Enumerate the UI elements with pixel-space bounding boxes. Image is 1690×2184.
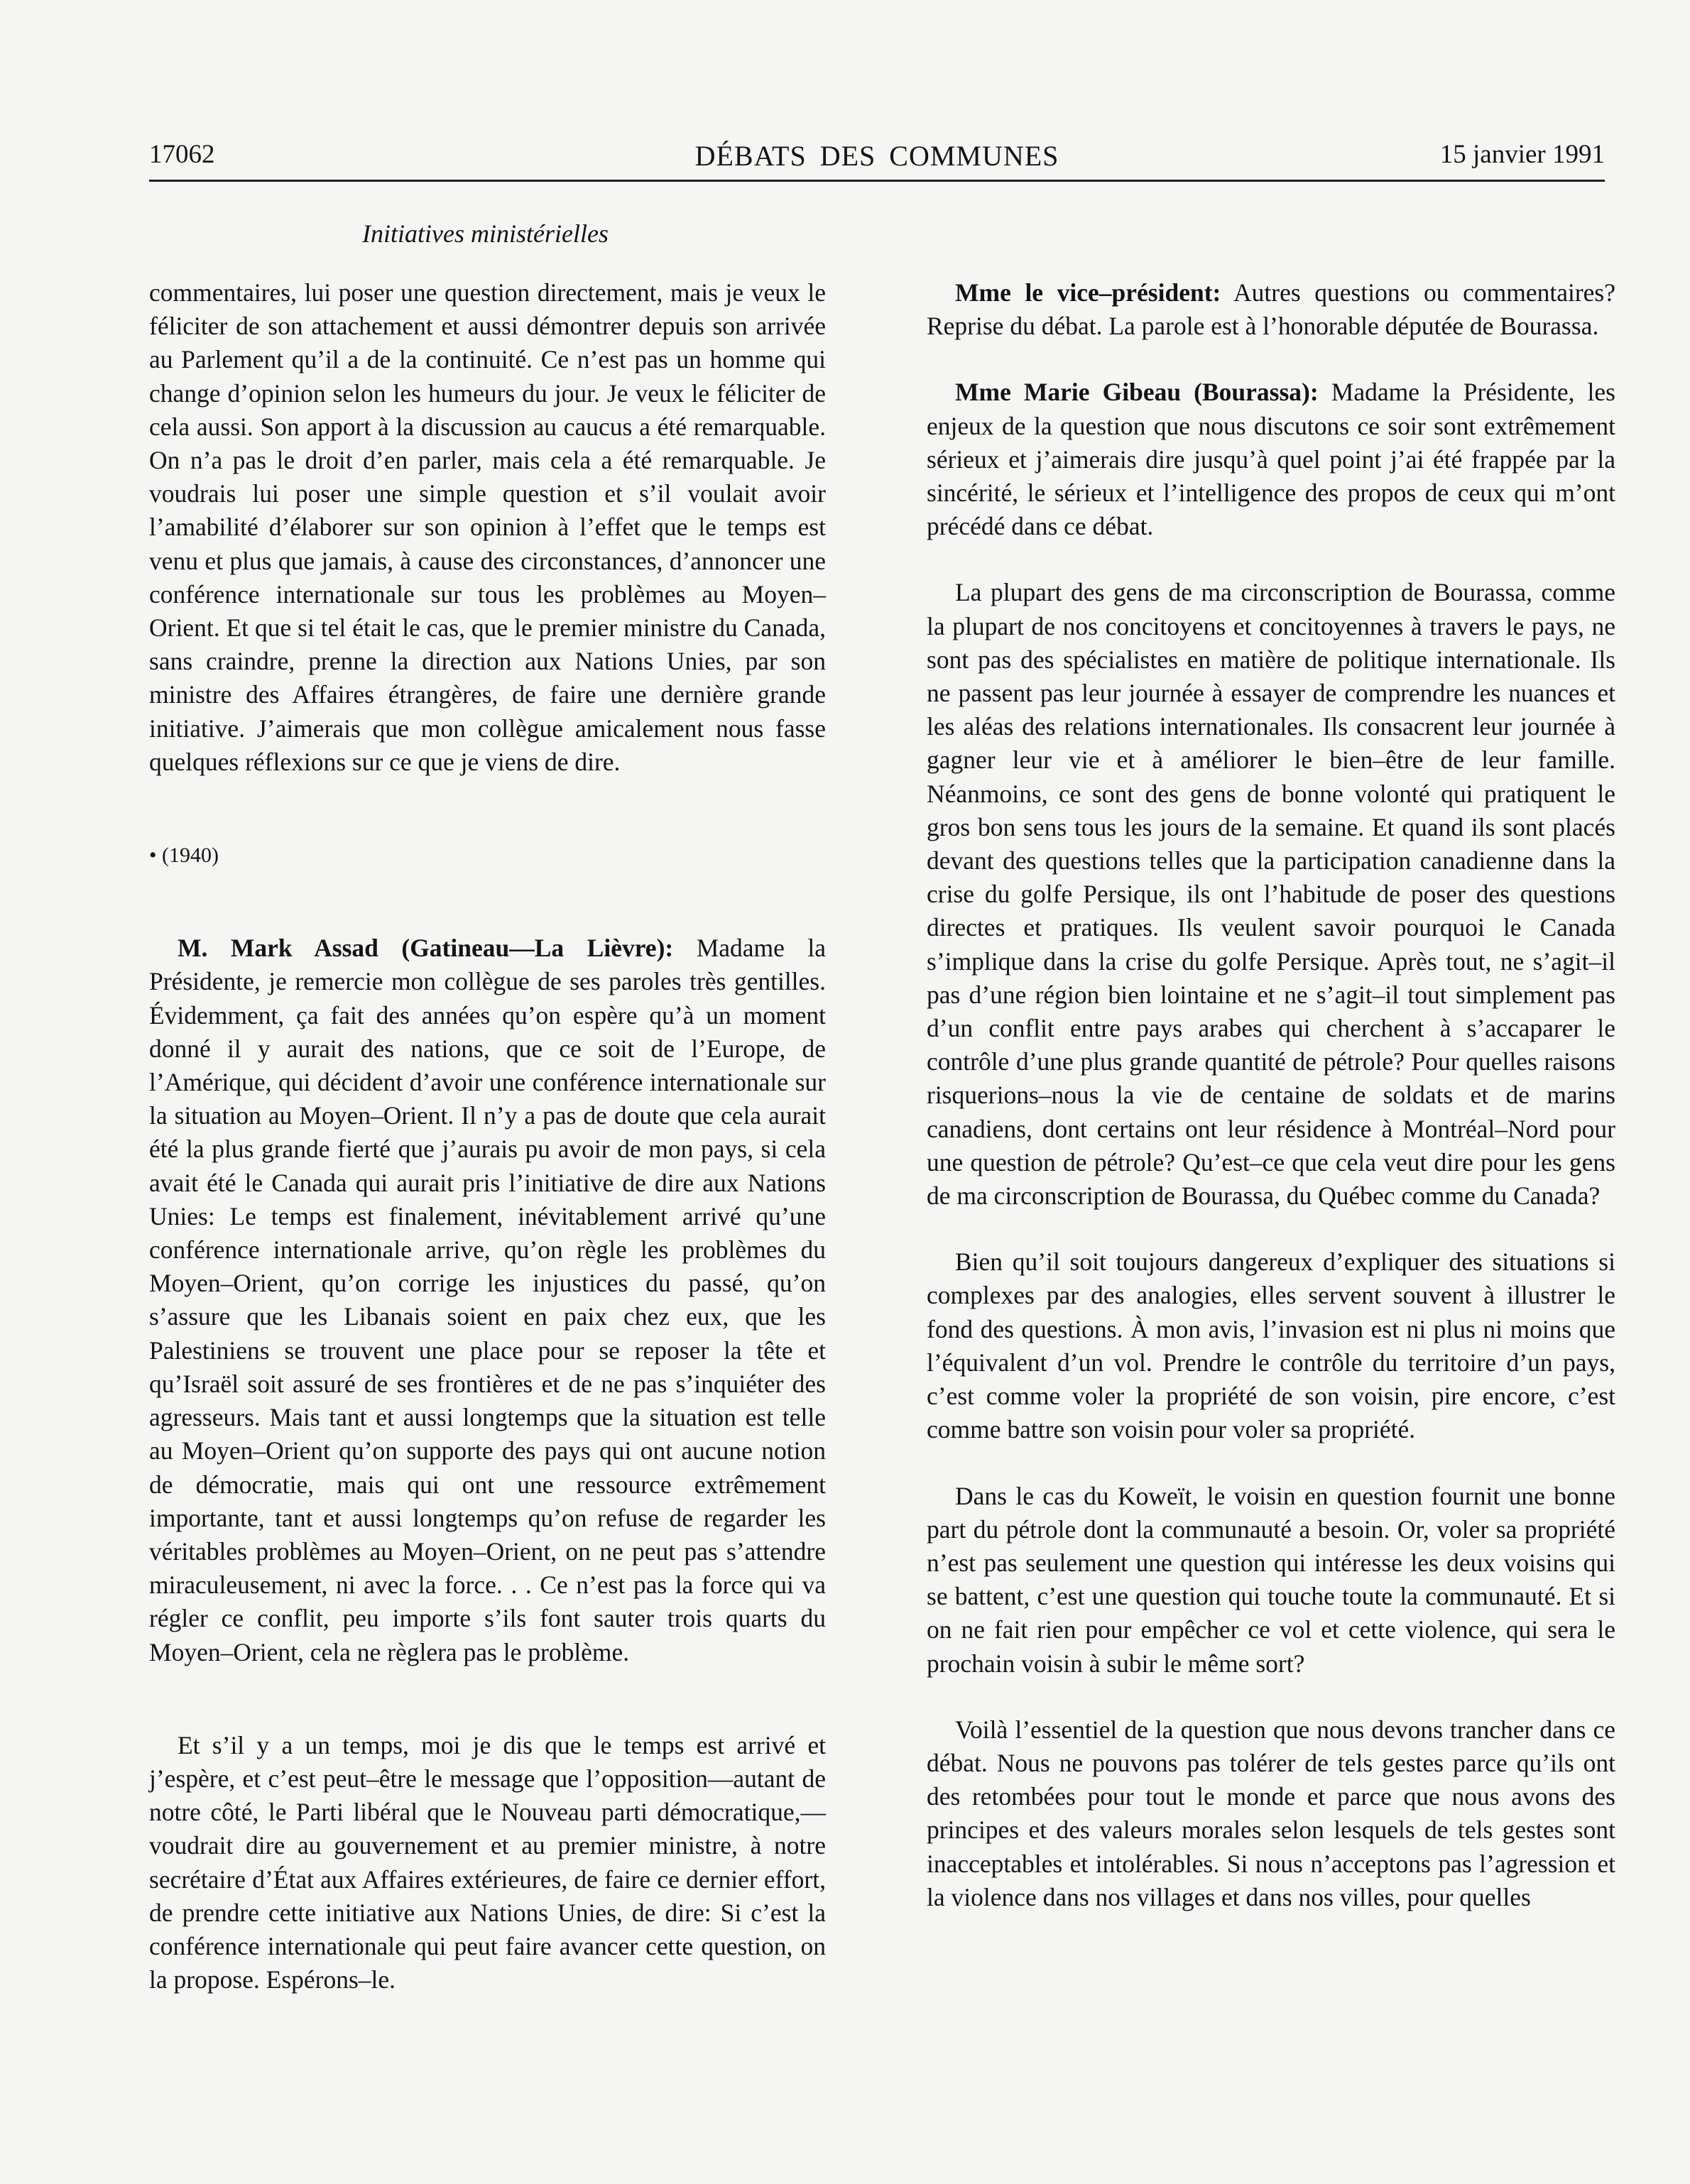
right-column [927,276,1615,1914]
paragraph-text: Autres questions ou commentaires? Reprise du débat. La parole est à l’honorable députée de Bourassa. [927,278,1615,341]
page-header [149,139,1605,182]
publication-date: 15 janvier 1991 [1439,140,1605,169]
paragraph [927,376,1615,543]
paragraph [149,932,826,1669]
paragraph [927,276,1615,343]
left-column [149,276,826,1997]
speaker-name: Mme Marie Gibeau (Bourassa): [955,378,1319,407]
time-marker: • (1940) [149,843,219,868]
paragraph: commentaires, lui poser une question directement, mais je veux le féliciter de son attachement et aussi démontrer depuis son arrivée au Parlement qu’il a de la continuité. Ce n’est pas un homme qui change d’opinion selon les humeurs du jour. Je veux le féliciter de cela aussi. Son apport à la discussion au caucus a été remarquable. On n’a pas le droit d’en parler, mais cela a été remarquable. Je voudrais lui poser une simple question et s’il voulait avoir l’amabilité d’élaborer sur son opinion à l’effet que le temps est venu et plus que jamais, à cause des circonstances, d’annoncer une conférence internationale sur tous les problèmes au Moyen–Orient. Et que si tel était le cas, que le premier ministre du Canada, sans craindre, prenne la direction aux Nations Unies, par son ministre des Affaires étrangères, de faire une dernière grande initiative. J’aimerais que mon collègue amicalement nous fasse quelques réflexions sur ce que je viens de dire. [149,278,826,776]
paragraph-text: Madame la Présidente, je remercie mon collègue de ses paroles très gentilles. Évidemment, ça fait des années qu’on espère qu’à un moment donné il y aurait des nations, que ce soit de l’Europe, de l’Amérique, qui décident d’avoir une conférence internationale sur la situation au Moyen–Orient. Il n’y a pas de doute que cela aurait été la plus grande fierté que j’aurais pu avoir de mon pays, si cela avait été le Canada qui aurait pris l’initiative de dire aux Nations Unies: Le temps est finalement, inévitablement arrivé qu’une conférence internationale arrive, qu’on règle les problèmes du Moyen–Orient, qu’on corrige les injustices du passé, qu’on s’assure que les Libanais soient en paix chez eux, que les Palestiniens se trouvent une place pour se reposer la tête et qu’Israël soit assuré de ses frontières et de ne pas s’inquiéter des agresseurs. Mais tant et aussi longtemps que la situation est telle au Moyen–Orient qu’on supporte des pays qui ont aucune notion de démocratie, mais qui ont une ressource extrêmement importante, tant et aussi longtemps qu’on refuse de regarder les véritables problèmes au Moyen–Orient, on ne peut pas s’attendre miraculeusement, ni avec la force. . . Ce n’est pas la force qui va régler ce conflit, peu importe s’ils font sauter trois quarts du Moyen–Orient, cela ne règlera pas le problème. [149,934,826,1666]
paragraph-text: Madame la Présidente, les enjeux de la question que nous discutons ce soir sont extrêmement sérieux et j’aimerais dire jusqu’à quel point j’ai été frappée par la sincérité, le sérieux et l’intelligence des propos de ceux qui m’ont précédé dans ce débat. [927,378,1615,541]
paragraph: Dans le cas du Koweït, le voisin en question fournit une bonne part du pétrole dont la communauté a besoin. Or, voler sa propriété n’est pas seulement une question qui intéresse les deux voisins qui se battent, c’est une question qui touche toute la communauté. Et si on ne fait rien pour empêcher ce vol et cette violence, qui sera le prochain voisin à subir le même sort? [927,1481,1615,1678]
paragraph: Et s’il y a un temps, moi je dis que le temps est arrivé et j’espère, et c’est peut–être le message que l’opposition—autant de notre côté, le Parti libéral que le Nouveau parti démocratique,—voudrait dire au gouvernement et au premier ministre, à notre secrétaire d’État aux Affaires extérieures, de faire ce dernier effort, de prendre cette initiative aux Nations Unies, de dire: Si c’est la conférence internationale qui peut faire avancer cette question, on la propose. Espérons–le. [149,1730,826,1994]
speaker-name: Mme le vice–président: [955,278,1221,307]
section-heading: Initiatives ministérielles [362,219,609,248]
page-number: 17062 [149,140,215,169]
paragraph: La plupart des gens de ma circonscription de Bourassa, comme la plupart de nos concitoyens et concitoyennes à travers le pays, ne sont pas des spécialistes en matière de politique internationale. Ils ne passent pas leur journée à essayer de comprendre les nuances et les aléas des relations internationales. Ils consacrent leur journée à gagner leur vie et à améliorer le bien–être de leur famille. Néanmoins, ce sont des gens de bonne volonté qui pratiquent le gros bon sens tous les jours de la semaine. Et quand ils sont placés devant des questions telles que la participation canadienne dans la crise du golfe Persique, ils ont l’habitude de poser des questions directes et pratiques. Ils veulent savoir pourquoi le Canada s’implique dans la crise du golfe Persique. Après tout, ne s’agit–il pas d’une région bien lointaine et ne s’agit–il tout simplement pas d’un conflit entre pays arabes qui cherchent à s’accaparer le contrôle d’une plus grande quantité de pétrole? Pour quelles raisons risquerions–nous la vie de centaine de soldats et de marins canadiens, dont certains ont leur résidence à Montréal–Nord pour une question de pétrole? Qu’est–ce que cela veut dire pour les gens de ma circonscription de Bourassa, du Québec comme du Canada? [927,578,1615,1211]
header-rule [149,180,1605,182]
speaker-name: M. Mark Assad (Gatineau—La Lièvre): [178,934,674,963]
paragraph: Bien qu’il soit toujours dangereux d’expliquer des situations si complexes par des analogies, elles servent souvent à illustrer le fond des questions. À mon avis, l’invasion est ni plus ni moins que l’équivalent d’un vol. Prendre le contrôle du territoire d’un pays, c’est comme voler la propriété de son voisin, pire encore, c’est comme battre son voisin pour voler sa propriété. [927,1247,1615,1444]
paragraph: Voilà l’essentiel de la question que nous devons trancher dans ce débat. Nous ne pouvons pas tolérer de tels gestes parce qu’ils ont des retombées pour tout le monde et parce que nous avons des principes et des valeurs morales selon lesquels de tels gestes sont inacceptables et intolérables. Si nous n’acceptons pas l’agression et la violence dans nos villages et dans nos villes, pour quelles [927,1715,1615,1911]
publication-title: DÉBATS DES COMMUNES [694,140,1059,172]
